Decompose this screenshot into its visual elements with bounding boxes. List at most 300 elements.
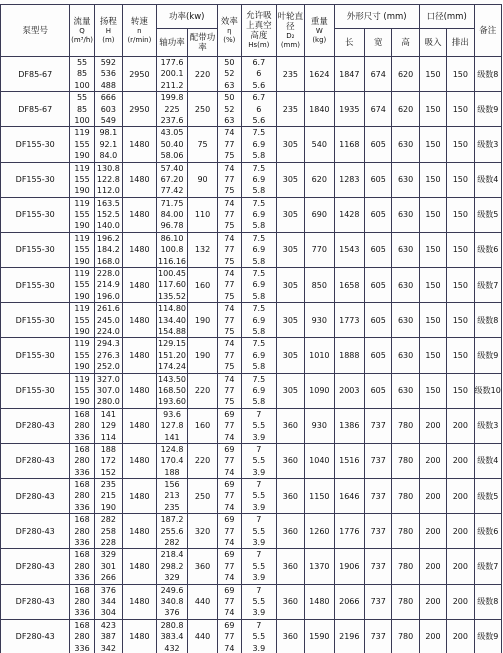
head-cell-value: 245.0 [96, 315, 120, 325]
header-suction-unit: Hs(m) [248, 41, 270, 49]
impeller-cell: 360 [276, 549, 304, 584]
efficiency-cell-value: 69 [224, 515, 235, 525]
table-row [1, 443, 502, 478]
height-cell: 630 [392, 197, 419, 232]
efficiency-cell-value: 69 [224, 585, 235, 595]
suction-cell-value: 6.9 [252, 174, 266, 184]
suction-cell-value: 6.9 [252, 139, 266, 149]
outlet-cell: 200 [447, 443, 474, 478]
suction-cell-value: 6 [256, 69, 262, 79]
head-cell-value: 258 [100, 526, 116, 536]
efficiency-cell-value: 69 [224, 444, 235, 454]
suction-cell [241, 197, 276, 232]
note-cell: 级数9 [474, 619, 501, 653]
weight-cell: 770 [305, 232, 334, 267]
model-cell: DF155-30 [1, 373, 70, 408]
head-cell [94, 162, 122, 197]
inlet-cell: 150 [419, 92, 446, 127]
suction-cell-value: 5.5 [252, 632, 266, 642]
inlet-cell: 200 [419, 408, 446, 443]
speed-cell: 1480 [123, 408, 157, 443]
model-cell: DF155-30 [1, 303, 70, 338]
efficiency-cell-value: 75 [224, 221, 235, 231]
length-cell: 2196 [334, 619, 365, 653]
flow-cell-value: 85 [76, 104, 88, 114]
weight-cell: 690 [305, 197, 334, 232]
suction-cell [241, 338, 276, 373]
flow-cell-value: 190 [74, 151, 90, 161]
weight-cell: 1840 [305, 92, 334, 127]
shaft-power-cell-value: 213 [164, 491, 180, 501]
shaft-power-cell-value: 329 [164, 573, 180, 583]
flow-cell-value: 155 [74, 210, 90, 220]
efficiency-cell [217, 303, 241, 338]
head-cell-value: 666 [100, 93, 116, 103]
motor-power-cell: 440 [188, 584, 217, 619]
model-cell: DF85-67 [1, 92, 70, 127]
suction-cell-value: 6.9 [252, 245, 266, 255]
width-cell: 737 [365, 443, 392, 478]
head-cell-value: 168.0 [96, 256, 120, 266]
length-cell: 1543 [334, 232, 365, 267]
table-header [1, 5, 502, 57]
head-cell-value: 92.1 [99, 139, 118, 149]
speed-cell: 1480 [123, 127, 157, 162]
header-bore: 口径(mm) [419, 5, 474, 29]
head-cell [94, 549, 122, 584]
model-cell: DF280-43 [1, 619, 70, 653]
head-cell-value: 141 [100, 409, 116, 419]
head-cell-value: 536 [100, 69, 116, 79]
note-cell: 级数8 [474, 584, 501, 619]
flow-cell-value: 168 [74, 585, 90, 595]
head-cell-value: 228.0 [96, 269, 120, 279]
efficiency-cell-value: 69 [224, 480, 235, 490]
table-body [1, 57, 502, 653]
flow-cell-value: 168 [74, 620, 90, 630]
head-cell-value: 129 [100, 421, 116, 431]
header-flow-label: 流量 [73, 16, 91, 27]
efficiency-cell-value: 63 [224, 80, 235, 90]
head-cell-value: 163.5 [96, 198, 120, 208]
header-wid: 宽 [365, 29, 392, 57]
flow-cell-value: 119 [74, 269, 90, 279]
table-row [1, 57, 502, 92]
suction-cell-value: 6.9 [252, 210, 266, 220]
efficiency-cell-value: 74 [224, 163, 235, 173]
motor-power-cell: 440 [188, 619, 217, 653]
impeller-cell: 360 [276, 408, 304, 443]
pump-spec-table [0, 4, 502, 653]
head-cell [94, 57, 122, 92]
head-cell-value: 261.6 [96, 304, 120, 314]
shaft-power-cell [156, 162, 188, 197]
head-cell [94, 232, 122, 267]
efficiency-cell-value: 75 [224, 186, 235, 196]
suction-cell [241, 232, 276, 267]
flow-cell-value: 168 [74, 480, 90, 490]
shaft-power-cell-value: 143.50 [158, 374, 187, 384]
efficiency-cell [217, 162, 241, 197]
motor-power-cell: 250 [188, 92, 217, 127]
shaft-power-cell-value: 50.40 [160, 139, 184, 149]
suction-cell-value: 5.8 [252, 326, 266, 336]
length-cell: 1658 [334, 268, 365, 303]
speed-cell: 1480 [123, 197, 157, 232]
header-head [94, 5, 122, 57]
head-cell-value: 276.3 [96, 350, 120, 360]
flow-cell-value: 155 [74, 139, 90, 149]
shaft-power-cell-value: 340.8 [160, 596, 184, 606]
efficiency-cell [217, 338, 241, 373]
flow-cell-value: 190 [74, 326, 90, 336]
efficiency-cell [217, 127, 241, 162]
head-cell-value: 252.0 [96, 362, 120, 372]
shaft-power-cell-value: 187.2 [160, 515, 184, 525]
length-cell: 1516 [334, 443, 365, 478]
flow-cell [70, 197, 94, 232]
efficiency-cell [217, 549, 241, 584]
efficiency-cell [217, 373, 241, 408]
head-cell-value: 304 [100, 608, 116, 618]
speed-cell: 2950 [123, 92, 157, 127]
width-cell: 605 [365, 197, 392, 232]
suction-cell-value: 3.9 [252, 467, 266, 477]
table-row [1, 268, 502, 303]
speed-cell: 1480 [123, 232, 157, 267]
header-impeller [276, 5, 304, 57]
efficiency-cell-value: 74 [224, 374, 235, 384]
table-row [1, 127, 502, 162]
flow-cell-value: 100 [74, 115, 90, 125]
shaft-power-cell-value: 235 [164, 502, 180, 512]
outlet-cell: 200 [447, 514, 474, 549]
height-cell: 630 [392, 338, 419, 373]
shaft-power-cell-value: 154.88 [158, 326, 187, 336]
height-cell: 630 [392, 268, 419, 303]
suction-cell-value: 6.9 [252, 280, 266, 290]
note-cell: 级数6 [474, 232, 501, 267]
flow-cell-value: 336 [74, 538, 90, 548]
inlet-cell: 200 [419, 584, 446, 619]
suction-cell-value: 3.9 [252, 538, 266, 548]
efficiency-cell-value: 74 [224, 608, 235, 618]
outlet-cell: 200 [447, 549, 474, 584]
inlet-cell: 200 [419, 619, 446, 653]
shaft-power-cell-value: 127.8 [160, 421, 184, 431]
speed-cell: 1480 [123, 479, 157, 514]
motor-power-cell: 160 [188, 408, 217, 443]
width-cell: 737 [365, 479, 392, 514]
flow-cell-value: 280 [74, 421, 90, 431]
efficiency-cell-value: 75 [224, 151, 235, 161]
efficiency-cell-value: 69 [224, 409, 235, 419]
length-cell: 2003 [334, 373, 365, 408]
shaft-power-cell-value: 96.78 [160, 221, 184, 231]
header-weight-label: 重量 [310, 16, 328, 27]
motor-power-cell: 220 [188, 373, 217, 408]
head-cell-value: 112.0 [96, 186, 120, 196]
length-cell: 2066 [334, 584, 365, 619]
width-cell: 605 [365, 373, 392, 408]
head-cell [94, 443, 122, 478]
suction-cell-value: 5.6 [252, 115, 266, 125]
shaft-power-cell-value: 67.20 [160, 174, 184, 184]
shaft-power-cell-value: 376 [164, 608, 180, 618]
motor-power-cell: 360 [188, 549, 217, 584]
head-cell [94, 127, 122, 162]
header-shaft-power: 轴功率 [156, 29, 188, 57]
head-cell [94, 619, 122, 653]
efficiency-cell [217, 408, 241, 443]
impeller-cell: 305 [276, 338, 304, 373]
header-speed-sym: n [137, 26, 142, 35]
motor-power-cell: 250 [188, 479, 217, 514]
inlet-cell: 150 [419, 197, 446, 232]
impeller-cell: 305 [276, 373, 304, 408]
motor-power-cell: 90 [188, 162, 217, 197]
shaft-power-cell [156, 92, 188, 127]
flow-cell-value: 190 [74, 256, 90, 266]
speed-cell: 1480 [123, 619, 157, 653]
suction-cell-value: 7.5 [252, 374, 266, 384]
head-cell-value: 152 [100, 467, 116, 477]
suction-cell-value: 5.8 [252, 221, 266, 231]
efficiency-cell-value: 77 [224, 315, 235, 325]
header-eff-unit: (%) [223, 35, 236, 44]
shaft-power-cell-value: 93.6 [163, 409, 181, 419]
flow-cell-value: 155 [74, 350, 90, 360]
efficiency-cell-value: 77 [224, 421, 235, 431]
efficiency-cell-value: 69 [224, 620, 235, 630]
weight-cell: 1480 [305, 584, 334, 619]
model-cell: DF155-30 [1, 197, 70, 232]
height-cell: 620 [392, 92, 419, 127]
shaft-power-cell-value: 114.80 [158, 304, 187, 314]
efficiency-cell [217, 92, 241, 127]
note-cell: 级数9 [474, 338, 501, 373]
header-impeller-unit: (mm) [280, 40, 300, 49]
header-flow-unit: (m³/h) [71, 35, 93, 44]
head-cell [94, 303, 122, 338]
efficiency-cell-value: 74 [224, 269, 235, 279]
head-cell-value: 172 [100, 456, 116, 466]
suction-cell-value: 7 [256, 620, 262, 630]
shaft-power-cell [156, 443, 188, 478]
efficiency-cell-value: 75 [224, 362, 235, 372]
suction-cell [241, 127, 276, 162]
suction-cell [241, 373, 276, 408]
efficiency-cell-value: 77 [224, 385, 235, 395]
suction-cell [241, 619, 276, 653]
impeller-cell: 305 [276, 232, 304, 267]
efficiency-cell [217, 514, 241, 549]
suction-cell-value: 5.8 [252, 291, 266, 301]
header-weight-unit: (kg) [312, 35, 327, 44]
note-cell: 级数9 [474, 92, 501, 127]
suction-cell [241, 443, 276, 478]
head-cell-value: 235 [100, 480, 116, 490]
head-cell-value: 327.0 [96, 374, 120, 384]
shaft-power-cell-value: 255.6 [160, 526, 184, 536]
outlet-cell: 150 [447, 303, 474, 338]
weight-cell: 540 [305, 127, 334, 162]
suction-cell-value: 5.5 [252, 456, 266, 466]
model-cell: DF280-43 [1, 549, 70, 584]
note-cell: 级数6 [474, 514, 501, 549]
header-suction [241, 5, 276, 57]
weight-cell: 1370 [305, 549, 334, 584]
speed-cell: 1480 [123, 514, 157, 549]
suction-cell-value: 3.9 [252, 573, 266, 583]
width-cell: 737 [365, 514, 392, 549]
shaft-power-cell-value: 86.10 [160, 233, 184, 243]
outlet-cell: 150 [447, 268, 474, 303]
flow-cell [70, 232, 94, 267]
header-eff-label: 效率 [220, 16, 238, 27]
length-cell: 1906 [334, 549, 365, 584]
head-cell-value: 603 [100, 104, 116, 114]
shaft-power-cell [156, 408, 188, 443]
efficiency-cell-value: 75 [224, 256, 235, 266]
table-row [1, 479, 502, 514]
motor-power-cell: 132 [188, 232, 217, 267]
speed-cell: 1480 [123, 162, 157, 197]
length-cell: 1283 [334, 162, 365, 197]
efficiency-cell-value: 50 [224, 58, 235, 67]
shaft-power-cell-value: 174.24 [158, 362, 187, 372]
flow-cell-value: 168 [74, 515, 90, 525]
model-cell: DF85-67 [1, 57, 70, 92]
height-cell: 620 [392, 57, 419, 92]
width-cell: 605 [365, 268, 392, 303]
motor-power-cell: 190 [188, 303, 217, 338]
shaft-power-cell-value: 432 [164, 643, 180, 653]
shaft-power-cell-value: 124.8 [160, 444, 184, 454]
head-cell-value: 301 [100, 561, 116, 571]
flow-cell-value: 119 [74, 198, 90, 208]
efficiency-cell-value: 52 [224, 104, 235, 114]
shaft-power-cell [156, 479, 188, 514]
efficiency-cell-value: 50 [224, 93, 235, 103]
impeller-cell: 305 [276, 268, 304, 303]
motor-power-cell: 220 [188, 57, 217, 92]
head-cell-value: 280.0 [96, 397, 120, 407]
head-cell-value: 152.5 [96, 210, 120, 220]
inlet-cell: 150 [419, 162, 446, 197]
flow-cell [70, 92, 94, 127]
suction-cell-value: 7 [256, 515, 262, 525]
suction-cell-value: 5.5 [252, 526, 266, 536]
flow-cell [70, 127, 94, 162]
flow-cell-value: 336 [74, 467, 90, 477]
suction-cell [241, 408, 276, 443]
suction-cell-value: 6.7 [252, 58, 266, 67]
head-cell-value: 282 [100, 515, 116, 525]
width-cell: 605 [365, 303, 392, 338]
header-head-sym: H [105, 26, 111, 35]
suction-cell-value: 7.5 [252, 269, 266, 279]
suction-cell-value: 5.8 [252, 151, 266, 161]
height-cell: 780 [392, 408, 419, 443]
head-cell [94, 268, 122, 303]
suction-cell [241, 268, 276, 303]
efficiency-cell-value: 75 [224, 397, 235, 407]
head-cell-value: 140.0 [96, 221, 120, 231]
efficiency-cell [217, 479, 241, 514]
table-row [1, 619, 502, 653]
motor-power-cell: 320 [188, 514, 217, 549]
head-cell-value: 329 [100, 550, 116, 560]
shaft-power-cell-value: 134.40 [158, 315, 187, 325]
shaft-power-cell [156, 197, 188, 232]
efficiency-cell-value: 74 [224, 198, 235, 208]
note-cell: 级数5 [474, 479, 501, 514]
efficiency-cell-value: 77 [224, 245, 235, 255]
suction-cell [241, 92, 276, 127]
flow-cell [70, 303, 94, 338]
head-cell [94, 338, 122, 373]
model-cell: DF155-30 [1, 232, 70, 267]
efficiency-cell [217, 443, 241, 478]
shaft-power-cell-value: 200.1 [160, 69, 184, 79]
speed-cell: 2950 [123, 57, 157, 92]
suction-cell-value: 7.5 [252, 128, 266, 138]
efficiency-cell [217, 232, 241, 267]
table-row [1, 549, 502, 584]
header-head-label: 扬程 [99, 16, 117, 27]
model-cell: DF155-30 [1, 338, 70, 373]
shaft-power-cell [156, 57, 188, 92]
inlet-cell: 150 [419, 232, 446, 267]
flow-cell-value: 280 [74, 491, 90, 501]
flow-cell [70, 584, 94, 619]
shaft-power-cell-value: 77.42 [160, 186, 184, 196]
flow-cell-value: 336 [74, 432, 90, 442]
flow-cell-value: 155 [74, 315, 90, 325]
shaft-power-cell-value: 117.60 [158, 280, 187, 290]
suction-cell-value: 7 [256, 409, 262, 419]
table-row [1, 162, 502, 197]
head-cell [94, 514, 122, 549]
flow-cell-value: 280 [74, 456, 90, 466]
outlet-cell: 200 [447, 408, 474, 443]
motor-power-cell: 110 [188, 197, 217, 232]
head-cell-value: 228 [100, 538, 116, 548]
table-row [1, 338, 502, 373]
shaft-power-cell-value: 57.40 [160, 163, 184, 173]
efficiency-cell-value: 74 [224, 432, 235, 442]
impeller-cell: 360 [276, 584, 304, 619]
table-row [1, 373, 502, 408]
header-motor-power: 配带功率 [188, 29, 217, 57]
suction-cell-value: 3.9 [252, 608, 266, 618]
suction-cell-value: 5.8 [252, 186, 266, 196]
suction-cell-value: 5.6 [252, 80, 266, 90]
inlet-cell: 150 [419, 57, 446, 92]
outlet-cell: 150 [447, 92, 474, 127]
flow-cell [70, 514, 94, 549]
impeller-cell: 235 [276, 57, 304, 92]
efficiency-cell-value: 77 [224, 280, 235, 290]
inlet-cell: 150 [419, 338, 446, 373]
shaft-power-cell-value: 225 [164, 104, 180, 114]
shaft-power-cell-value: 129.15 [158, 339, 187, 349]
flow-cell-value: 55 [76, 58, 88, 67]
length-cell: 1935 [334, 92, 365, 127]
efficiency-cell-value: 74 [224, 233, 235, 243]
height-cell: 630 [392, 232, 419, 267]
